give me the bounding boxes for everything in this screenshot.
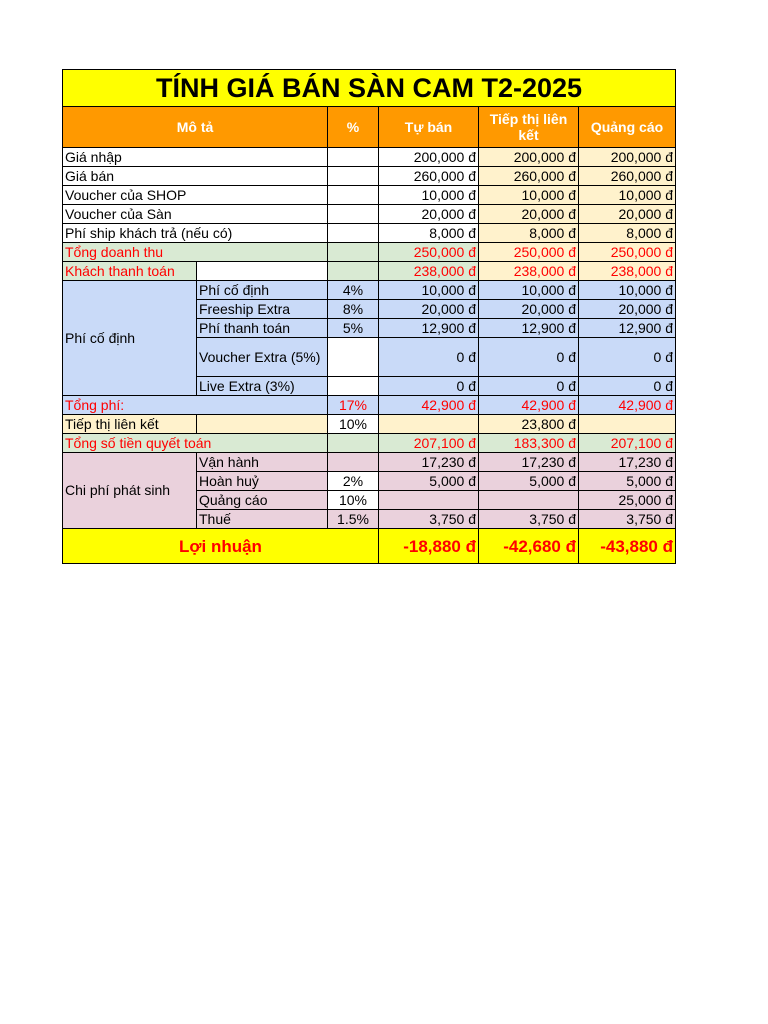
value-quang-cao[interactable]: 250,000 đ <box>579 243 676 262</box>
header-quang-cao: Quảng cáo <box>579 107 676 148</box>
value-quang-cao[interactable]: 260,000 đ <box>579 167 676 186</box>
row-label[interactable]: Quảng cáo <box>197 491 328 510</box>
value-tiep-thi[interactable]: 10,000 đ <box>479 186 579 205</box>
value-tu-ban[interactable]: 20,000 đ <box>379 300 479 319</box>
value-quang-cao[interactable]: 3,750 đ <box>579 510 676 529</box>
row-label[interactable]: Thuế <box>197 510 328 529</box>
value-tiep-thi[interactable]: 250,000 đ <box>479 243 579 262</box>
profit-tiep-thi[interactable]: -42,680 đ <box>479 529 579 564</box>
row-empty[interactable] <box>197 415 328 434</box>
row-label[interactable]: Vận hành <box>197 453 328 472</box>
row-gia-nhap <box>63 148 676 167</box>
value-tiep-thi[interactable]: 5,000 đ <box>479 472 579 491</box>
row-label[interactable]: Tổng phí: <box>63 396 328 415</box>
row-tong-quyet-toan <box>63 434 676 453</box>
row-label[interactable]: Live Extra (3%) <box>197 377 328 396</box>
profit-label[interactable]: Lợi nhuận <box>63 529 379 564</box>
value-tiep-thi[interactable] <box>479 491 579 510</box>
row-label[interactable]: Freeship Extra <box>197 300 328 319</box>
row-tong-doanh-thu <box>63 243 676 262</box>
value-tiep-thi[interactable]: 17,230 đ <box>479 453 579 472</box>
value-quang-cao[interactable] <box>579 415 676 434</box>
value-tiep-thi[interactable]: 10,000 đ <box>479 281 579 300</box>
value-quang-cao[interactable]: 10,000 đ <box>579 186 676 205</box>
value-tiep-thi[interactable]: 20,000 đ <box>479 205 579 224</box>
row-label[interactable]: Giá bán <box>63 167 328 186</box>
row-gia-ban <box>63 167 676 186</box>
value-quang-cao[interactable]: 17,230 đ <box>579 453 676 472</box>
row-label[interactable]: Tiếp thị liên kết <box>63 415 197 434</box>
row-pct[interactable] <box>328 243 379 262</box>
row-pct[interactable] <box>328 167 379 186</box>
value-tiep-thi[interactable]: 183,300 đ <box>479 434 579 453</box>
value-tu-ban[interactable] <box>379 491 479 510</box>
value-tu-ban[interactable]: 10,000 đ <box>379 281 479 300</box>
row-tong-phi <box>63 396 676 415</box>
value-tu-ban[interactable]: 20,000 đ <box>379 205 479 224</box>
row-label[interactable]: Tổng số tiền quyết toán <box>63 434 328 453</box>
value-quang-cao[interactable]: 238,000 đ <box>579 262 676 281</box>
row-empty[interactable] <box>197 262 328 281</box>
value-tu-ban[interactable]: 12,900 đ <box>379 319 479 338</box>
row-pct[interactable] <box>328 262 379 281</box>
row-phi-co-dinh <box>63 281 676 300</box>
value-quang-cao[interactable]: 0 đ <box>579 338 676 377</box>
row-label[interactable]: Phí thanh toán <box>197 319 328 338</box>
header-tiep-thi: Tiếp thị liên kết <box>479 107 579 148</box>
row-label[interactable]: Phí ship khách trả (nếu có) <box>63 224 328 243</box>
value-quang-cao[interactable]: 207,100 đ <box>579 434 676 453</box>
row-pct[interactable]: 17% <box>328 396 379 415</box>
header-row <box>63 107 676 148</box>
value-tiep-thi[interactable]: 238,000 đ <box>479 262 579 281</box>
row-label[interactable]: Voucher Extra (5%) <box>197 338 328 377</box>
value-tiep-thi[interactable]: 8,000 đ <box>479 224 579 243</box>
value-tu-ban[interactable]: 42,900 đ <box>379 396 479 415</box>
value-tiep-thi[interactable]: 12,900 đ <box>479 319 579 338</box>
value-quang-cao[interactable]: 20,000 đ <box>579 300 676 319</box>
value-tu-ban[interactable]: 250,000 đ <box>379 243 479 262</box>
row-tiep-thi-lien-ket <box>63 415 676 434</box>
row-label[interactable]: Giá nhập <box>63 148 328 167</box>
value-tiep-thi[interactable]: 42,900 đ <box>479 396 579 415</box>
value-tu-ban[interactable]: 0 đ <box>379 338 479 377</box>
row-pct[interactable]: 10% <box>328 491 379 510</box>
value-quang-cao[interactable]: 8,000 đ <box>579 224 676 243</box>
row-label[interactable]: Voucher của SHOP <box>63 186 328 205</box>
value-quang-cao[interactable]: 20,000 đ <box>579 205 676 224</box>
header-tu-ban: Tự bán <box>379 107 479 148</box>
row-label[interactable]: Khách thanh toán <box>63 262 197 281</box>
value-tiep-thi[interactable]: 3,750 đ <box>479 510 579 529</box>
header-percent: % <box>328 107 379 148</box>
value-tu-ban[interactable]: 3,750 đ <box>379 510 479 529</box>
row-pct[interactable]: 4% <box>328 281 379 300</box>
value-quang-cao[interactable]: 200,000 đ <box>579 148 676 167</box>
row-pct[interactable]: 10% <box>328 415 379 434</box>
value-tu-ban[interactable]: 207,100 đ <box>379 434 479 453</box>
value-tiep-thi[interactable]: 0 đ <box>479 377 579 396</box>
row-van-hanh <box>63 453 676 472</box>
profit-quang-cao[interactable]: -43,880 đ <box>579 529 676 564</box>
value-quang-cao[interactable]: 12,900 đ <box>579 319 676 338</box>
value-tu-ban[interactable] <box>379 415 479 434</box>
row-loi-nhuan <box>63 529 676 564</box>
value-tu-ban[interactable]: 5,000 đ <box>379 472 479 491</box>
row-pct[interactable] <box>328 338 379 377</box>
row-pct[interactable] <box>328 434 379 453</box>
row-voucher-san <box>63 205 676 224</box>
value-tiep-thi[interactable]: 23,800 đ <box>479 415 579 434</box>
profit-tu-ban[interactable]: -18,880 đ <box>379 529 479 564</box>
value-tu-ban[interactable]: 10,000 đ <box>379 186 479 205</box>
group-label-phi-co-dinh[interactable]: Phí cố định <box>63 281 197 396</box>
row-phi-ship <box>63 224 676 243</box>
value-tiep-thi[interactable]: 0 đ <box>479 338 579 377</box>
header-mo-ta: Mô tả <box>63 107 328 148</box>
row-pct[interactable]: 5% <box>328 319 379 338</box>
value-tu-ban[interactable]: 17,230 đ <box>379 453 479 472</box>
value-tu-ban[interactable]: 238,000 đ <box>379 262 479 281</box>
row-pct[interactable] <box>328 453 379 472</box>
row-pct[interactable] <box>328 377 379 396</box>
row-pct[interactable]: 2% <box>328 472 379 491</box>
value-quang-cao[interactable]: 25,000 đ <box>579 491 676 510</box>
row-label[interactable]: Phí cố định <box>197 281 328 300</box>
row-pct[interactable] <box>328 186 379 205</box>
row-pct[interactable]: 8% <box>328 300 379 319</box>
value-quang-cao[interactable]: 0 đ <box>579 377 676 396</box>
row-khach-thanh-toan <box>63 262 676 281</box>
row-label[interactable]: Voucher của Sàn <box>63 205 328 224</box>
pricing-sheet <box>62 69 676 564</box>
value-tiep-thi[interactable]: 260,000 đ <box>479 167 579 186</box>
row-pct[interactable] <box>328 148 379 167</box>
row-label[interactable]: Tổng doanh thu <box>63 243 328 262</box>
row-pct[interactable]: 1.5% <box>328 510 379 529</box>
value-quang-cao[interactable]: 42,900 đ <box>579 396 676 415</box>
value-quang-cao[interactable]: 10,000 đ <box>579 281 676 300</box>
value-tiep-thi[interactable]: 200,000 đ <box>479 148 579 167</box>
group-label-chi-phi-phat-sinh[interactable]: Chi phí phát sinh <box>63 453 197 529</box>
value-tu-ban[interactable]: 260,000 đ <box>379 167 479 186</box>
value-tu-ban[interactable]: 8,000 đ <box>379 224 479 243</box>
row-pct[interactable] <box>328 224 379 243</box>
value-quang-cao[interactable]: 5,000 đ <box>579 472 676 491</box>
row-pct[interactable] <box>328 205 379 224</box>
sheet-title: TÍNH GIÁ BÁN SÀN CAM T2-2025 <box>63 70 676 107</box>
value-tu-ban[interactable]: 200,000 đ <box>379 148 479 167</box>
value-tiep-thi[interactable]: 20,000 đ <box>479 300 579 319</box>
value-tu-ban[interactable]: 0 đ <box>379 377 479 396</box>
row-voucher-shop <box>63 186 676 205</box>
row-label[interactable]: Hoàn huỷ <box>197 472 328 491</box>
